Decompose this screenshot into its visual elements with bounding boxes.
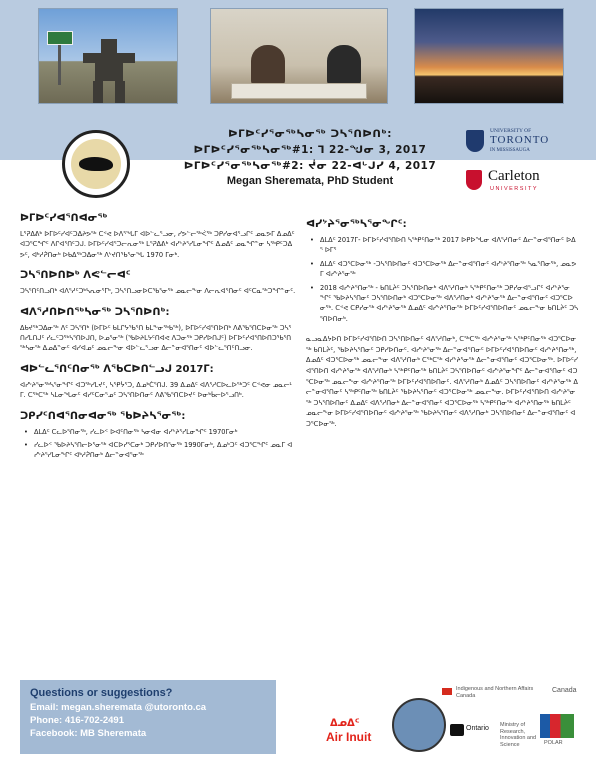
title-line-3: ᐅᒥᐅᑦᓯᕐᓂᖅᓴᓂᖅ#2: ᔫᓂ 22-ᐊᒡᒍᓯ 4, 2017 [183,160,437,172]
list-item: • ᐃᒪᐃᑦ ᑕᓚᐅᕐᑎᓂᖅ, ᓯᓚᐅᑉ ᐅᐊᑦᑎᓂᖅ ᓴᓂᐊᓂ ᐊᓯᔾᔨᕐᓯᒪᓂᖏᑦ 1970ᒥᓂᒃ [20,427,296,437]
title-line-1: ᐅᒥᐅᑦᓯᕐᓂᖅᓴᓂᖅ ᑐᓴᕐᑎᐅᑎᒃ: [228,128,392,140]
inukshuk-photo [38,8,178,104]
section-heading: ᐊᐱᕐᓱᑎᐅᑎᖅᓴᓂᖅ ᑐᓴᕐᑎᐅᑎᒃ: [20,306,170,318]
meeting-photo [210,8,388,104]
sunset-photo [414,8,564,104]
right-column [306,218,578,430]
left-bullet-list [20,427,296,461]
section-text: ᐃᑲᔪᖅᑐᐃᓂᖅ ᐱᑦ ᑐᓴᕐᑎᒃ (ᐅᒥᐅᑦ ᑲᒪᒋᔭᖃᕐᑎ ᑲᒪᖕᓂᖅᑲᖅ), ᐅᒥᐅᑦᓯᐊᕐᑎᐅᑎᒃ ᐱᕕᖃᕐᑎᑕᐅᓂᖅ ᑐᓴᕐᑎᓯᒪᑎᒍᑦ ᓯᓚᑦᑐᖅᓴᕐᑎᐅᒍᑎ, ᐅᓄᕐᓂᖅ (ᖃᐅᔨᒪᔭᑦᑎᐊᕙ ᐱᑐᓂᖅ ᑐᑭᓯᐅᑎᒍᑦ) ᐅᒥᐅᑦᓯᐊᕐᑎᐅᑎᑐᖃᕐᑎᖅᓴᓂᖅ ᐃᓄᐃᓐᓂᑦ ᐊᓯᐊᓄᑦ ᓄᓇᓕᖕᓂ ᐊᐅᓪᓚᕐᓗᓂ ᐃᓕᓐᓂᐊᕐᑎᓂᑦ ᐊᐅᓪᓚᕐᑎᑦᑎᓗᓂ. [20,323,292,353]
uoft-logo-name: TORONTO [490,134,550,146]
gov-canada-text: Indigenous and Northern Affairs Canada [456,686,534,699]
section-text: ᑐᓴᕐᑎᑦᑎᓗᑎᒃ ᐊᐱᕐᓱᑦᑐᒃᓴᕆᓂᕐᒥᒃ, ᑐᓴᕐᑎᓗᓂᐅᑕᖃᕐᓂᖅ ᓄᓇᓕᖕᓂ ᐱᓕᕆᐊᕐᑎᓂᑦ ᐊᑦᑕᓇᖅᑐᖏᓐᓂᑦ. [20,287,296,296]
list-item: • 2018 ᐊᓯᔾᔨᕐᑎᓂᖅ - ᑲᑎᒪᔩᑦ ᑐᓴᕐᑎᐅᑎᓂᒃ ᐊᐱᕐᓱᑎᓂᒃ ᓴᖅᑭᑦᑎᓂᖅ ᑐᑭᓯᓂᐊᕐᓗᒋᑦ ᐊᓯᔾᔨᕐᓂᖏᑦ ᖃᐅᔨᓴᕐᑎᓂᑦ ᑐᓴᕐᑎᐅᑎᓂᒃ ᐊᑐᕐᑕᐅᓂᖅ ᐊᐱᕐᓱᑎᓂᒃ ᐊᓯᔾᔨᕐᓂᖅ ᐃᓕᓐᓂᐊᕐᑎᓂᑦ ᐊᑐᕐᑕᐅᓂᖅ. ᑕᕝᕙ ᑕᑭᓯᓂᖅ ᐊᓯᔾᔨᕐᓂᖅ ᐃᓄᐃᑦ ᐊᓯᔾᔨᕐᑎᓂᖅ ᐅᒥᐅᑦᓯᐊᕐᑎᐅᑎᓂᑦ ᓄᓇᓕᖕᓂ ᑲᑎᒪᔩᑦ ᑐᓴᕐᑎᐅᑎᓂᒃ. [306,283,578,325]
section-text: ᒪᕐᕈᐃᕕᒃ ᐅᒥᐅᑦᓯᐊᑦᑐᐃᔨᕗᖅ ᑕᕝᕙ ᐅᐱᕐᖓᒥ ᐊᐅᓪᓚᕐᓗᓂ, ᓯᕗᓪᓕᖅᐹᖅ ᑐᑭᓯᓂᐊᕐᓗᒋᑦ ᓄᓇᕗᒥ ᐃᓄᐃᑦ ᐊᑐᕐᑕᖏᑦ ᐱᒋᐊᕐᑎᑦᑐᒍ. ᐅᒥᐅᑦᓯᐊᕐᑐᓕᕆᓂᖅ ᒪᕐᕈᐃᕕᒃ ᐊᓯᔾᔨᕐᓯᒪᓂᖏᑦ ᐃᓄᐃᑦ ᓄᓇᖏᓐᓂ ᓴᖅᑭᑦᑐᐃᕗᑦ, ᐊᒃᓱᕉᑎᓂᒃ ᐅᑲᐃᖅᑐᐃᓂᖅ ᐱᔾᔪᑎᖃᕐᓂᖓ 1970 ᒥᓂᒃ. [20,230,295,259]
polar-logo-icon [540,714,574,738]
nunavut-seal-icon [392,698,446,752]
contact-title: Questions or suggestions? [30,687,173,699]
section-text: ᐊᓯᔾᔨᕐᓂᖅᓴᕐᓂᖏᑦ ᐊᑐᖅᓯᒪᔪᑦ, ᓴᕿᔮᕐᑐ, ᐃᓄᒃᑖᕐᑎᒍ. 39 ᐃᓄᐃᑦ ᐊᐱᕐᓱᑕᐅᓚᐅᖅᑐᑦ ᑕᕝᕙᓂ ᓄᓇᓕᒻᒥ. ᑕᖅᑕᖅ ᓴᒪᓂᖓᓂᑦ ᐊᓯᑦᑕᓂᕐᓄᑦ ᑐᓴᕐᑎᐅᑎᓂᑦ ᐱᕕᖃᕐᑎᑕᐅᔪᑦ ᐅᓂᒃᑳᓕᐅᕐᓗᑎᒃ. [20,380,293,400]
section-heading: ᐊᐅᓪᓚᕐᑎᑦᑎᓂᖅ ᐱᖃᑕᐅᑎᓪᓗᒍ 2017ᒥ: [20,363,214,375]
list-item: • ᓯᓚᐅᑉ ᖃᐅᔨᓴᕐᑎᓕᐅᕐᓂᖅ ᐊᑕᐅᓯᕐᑕᓂᒃ ᑐᑭᓯᐅᑎᕐᓂᖅ 1990ᒥᓂᒃ, ᐃᓄᒃᑐᑦ ᐊᑐᕐᑕᖏᑦ ᓄᓇᒥ ᐊᓯᔾᔨᕐᓯᒪᓂᖏᑦ ᐊᒃᓱᕉᑎᓂᒃ ᐃᓕᓐᓂᐊᕐᓂᖅ [20,440,296,461]
ontario-trillium-icon [450,724,464,736]
uoft-logo-sub: IN MISSISSAUGA [490,148,530,153]
uoft-crest-icon [466,130,484,152]
loon-logo [62,130,130,198]
left-column [20,212,296,467]
air-inuit-syllabics: ᐃᓄᐃᑦ [330,718,360,729]
ontario-ministry-text: Ministry of Research, Innovation and Science [500,722,537,748]
right-bullet-list [306,235,578,324]
sponsor-logos [300,680,590,764]
title-line-2: ᐅᒥᐅᑦᓯᕐᓂᖅᓴᓂᖅ#1: ᒣ 22-ᖑᓂ 3, 2017 [193,144,427,156]
canada-wordmark: Canada [552,687,577,694]
canada-flag-icon [442,688,452,695]
section-heading: ᑐᑭᓯᑦᑎᐊᕐᑎᓂᐊᓂᖅ ᖃᐅᔨᓴᕐᓂᖅ: [20,410,186,422]
contact-email[interactable]: Email: megan.sheremata @utoronto.ca [30,702,207,713]
carleton-logo-name: Carleton [488,168,540,184]
air-inuit-logo: Air Inuit [326,730,372,744]
contact-phone[interactable]: Phone: 416-702-2491 [30,715,124,726]
ontario-logo: Ontario [466,725,489,732]
carleton-logo-sub: UNIVERSITY [490,186,539,192]
section-heading: ᐅᒥᐅᑦᓯᐊᕐᑎᐊᓂᖅ [20,213,108,224]
contact-facebook[interactable]: Facebook: MB Sheremata [30,728,147,739]
carleton-crest-icon [466,170,482,190]
polar-logo-text: POLAR [544,740,563,746]
uoft-logo-small: UNIVERSITY OF [490,128,532,134]
uoft-logo [466,128,576,162]
section-heading: ᑐᓴᕐᑎᐅᑎᐅᒃ ᐱᕙᓪᓕᐊᑦ [20,270,131,282]
section-text: ᓇᓗᓇᐃᔭᐅᑎ ᐅᒥᐅᑦᓯᐊᕐᑎᐅᑎ ᑐᓴᕐᑎᐅᑎᓂᑦ ᐊᐱᕐᓱᑎᓂᒃ, ᑕᖅᑕᖅ ᐊᓯᔾᔨᕐᓂᖅ ᓴᖅᑭᑦᑎᓂᖅ ᐊᑐᕐᑕᐅᓂᖅ ᑲᑎᒪᔩᑦ, ᖃᐅᔨᓴᕐᑎᓂᑦ ᑐᑭᓯᐅᑎᓂᑦ. ᐊᓯᔾᔨᕐᓂᖅ ᐃᓕᓐᓂᐊᕐᑎᓂᑦ ᐅᒥᐅᑦᓯᐊᕐᑎᐅᑎᓂᑦ ᐊᓯᔾᔨᕐᑎᓂᖅ, ᐃᓄᐃᑦ ᐊᑐᕐᑕᐅᓂᖅ ᓄᓇᓕᖕᓂ ᐊᐱᕐᓱᑎᓂᒃ ᑕᖅᑕᖅ ᐊᓯᔾᔨᕐᓂᖅ ᐃᓕᓐᓂᐊᕐᑎᓂᑦ ᐊᑐᕐᑕᐅᓂᖅ. ᐅᒥᐅᑦᓯᐊᕐᑎᐅᑎ ᐊᓯᔾᔨᕐᓂᖅ ᐊᐱᕐᓱᑎᓂᒃ ᓴᖅᑭᑦᑎᓂᖅ ᑲᑎᒪᔩᑦ ᑐᓴᕐᑎᐅᑎᓂᑦ ᐊᓯᔾᔨᕐᓂᖏᑦ ᐃᓕᓐᓂᐊᕐᑎᓂᑦ ᐊᑐᕐᑕᐅᓂᖅ ᓄᓇᓕᖕᓂ ᐊᓯᔾᔨᕐᑎᓂᖅ ᐅᒥᐅᑦᓯᐊᕐᑎᐅᑎᓂᑦ. ᐊᐱᕐᓱᑎᓂᒃ ᐃᓄᐃᑦ ᑐᓴᕐᑎᐅᑎᓂᑦ ᐊᓯᔾᔨᕐᓂᖅ ᐃᓕᓐᓂᐊᕐᑎᓂᑦ ᓴᖅᑭᑦᑎᓂᖅ ᑲᑎᒪᔩᑦ ᖃᐅᔨᓴᕐᑎᓂᑦ ᐊᑐᕐᑕᐅᓂᖅ ᓄᓇᓕᖕᓂ. ᐅᒥᐅᑦᓯᐊᕐᑎᐅᑎ ᐊᓯᔾᔨᕐᓂᖅ ᑐᓴᕐᑎᐅᑎᓂᑦ ᐃᓄᐃᑦ ᐊᐱᕐᓱᑎᓂᒃ ᐃᓕᓐᓂᐊᕐᑎᓂᑦ ᐊᑐᕐᑕᐅᓂᖅ ᓴᖅᑭᑦᑎᓂᖅ ᐊᓯᔾᔨᕐᑎᓂᖅ ᑲᑎᒪᔩᑦ ᓄᓇᓕᖕᓂ ᐅᒥᐅᑦᓯᐊᕐᑎᐅᑎᓂᑦ ᐊᓯᔾᔨᕐᓂᖅ ᖃᐅᔨᓴᕐᑎᓂᑦ ᐊᐱᕐᓱᑎᓂᒃ ᑐᓴᕐᑎᐅᑎᓂᑦ ᐃᓕᓐᓂᐊᕐᑎᓂᑦ ᐊᑐᕐᑕᐅᓂᖅ. [306,335,578,428]
author-name: Megan Sheremata, PhD Student [226,175,394,187]
contact-box [20,680,276,754]
section-heading: ᐊᓯᔾᔨᕐᓂᖅᓴᕐᓂᖏᑦ: [306,219,407,230]
carleton-logo [466,168,576,198]
list-item: • ᐃᒪᐃᑦ 2017ᒥ- ᐅᒥᐅᑦᓯᐊᕐᑎᐅᑎ ᓴᖅᑭᑦᑎᓂᖅ 2017 ᐅᑭᐅᖓᓂ ᐊᐱᕐᓱᑎᓂᑦ ᐃᓕᓐᓂᐊᕐᑎᓂᑦ ᐅᐃᕐ ᐅᒥᕐ [306,235,578,256]
list-item: • ᐃᒪᐃᑦ ᐊᑐᕐᑕᐅᓂᖅ -ᑐᓴᕐᑎᐅᑎᓂᑦ ᐊᑐᕐᑕᐅᓂᖅ ᐃᓕᓐᓂᐊᕐᑎᓂᑦ ᐊᓯᔾᔨᕐᑎᓂᖅ ᓴᓇᕐᑎᓂᖅ, ᓄᓇᕗᒥ ᐊᓯᔾᔨᕐᓂᖅ [306,259,578,280]
poster-title [160,126,460,189]
